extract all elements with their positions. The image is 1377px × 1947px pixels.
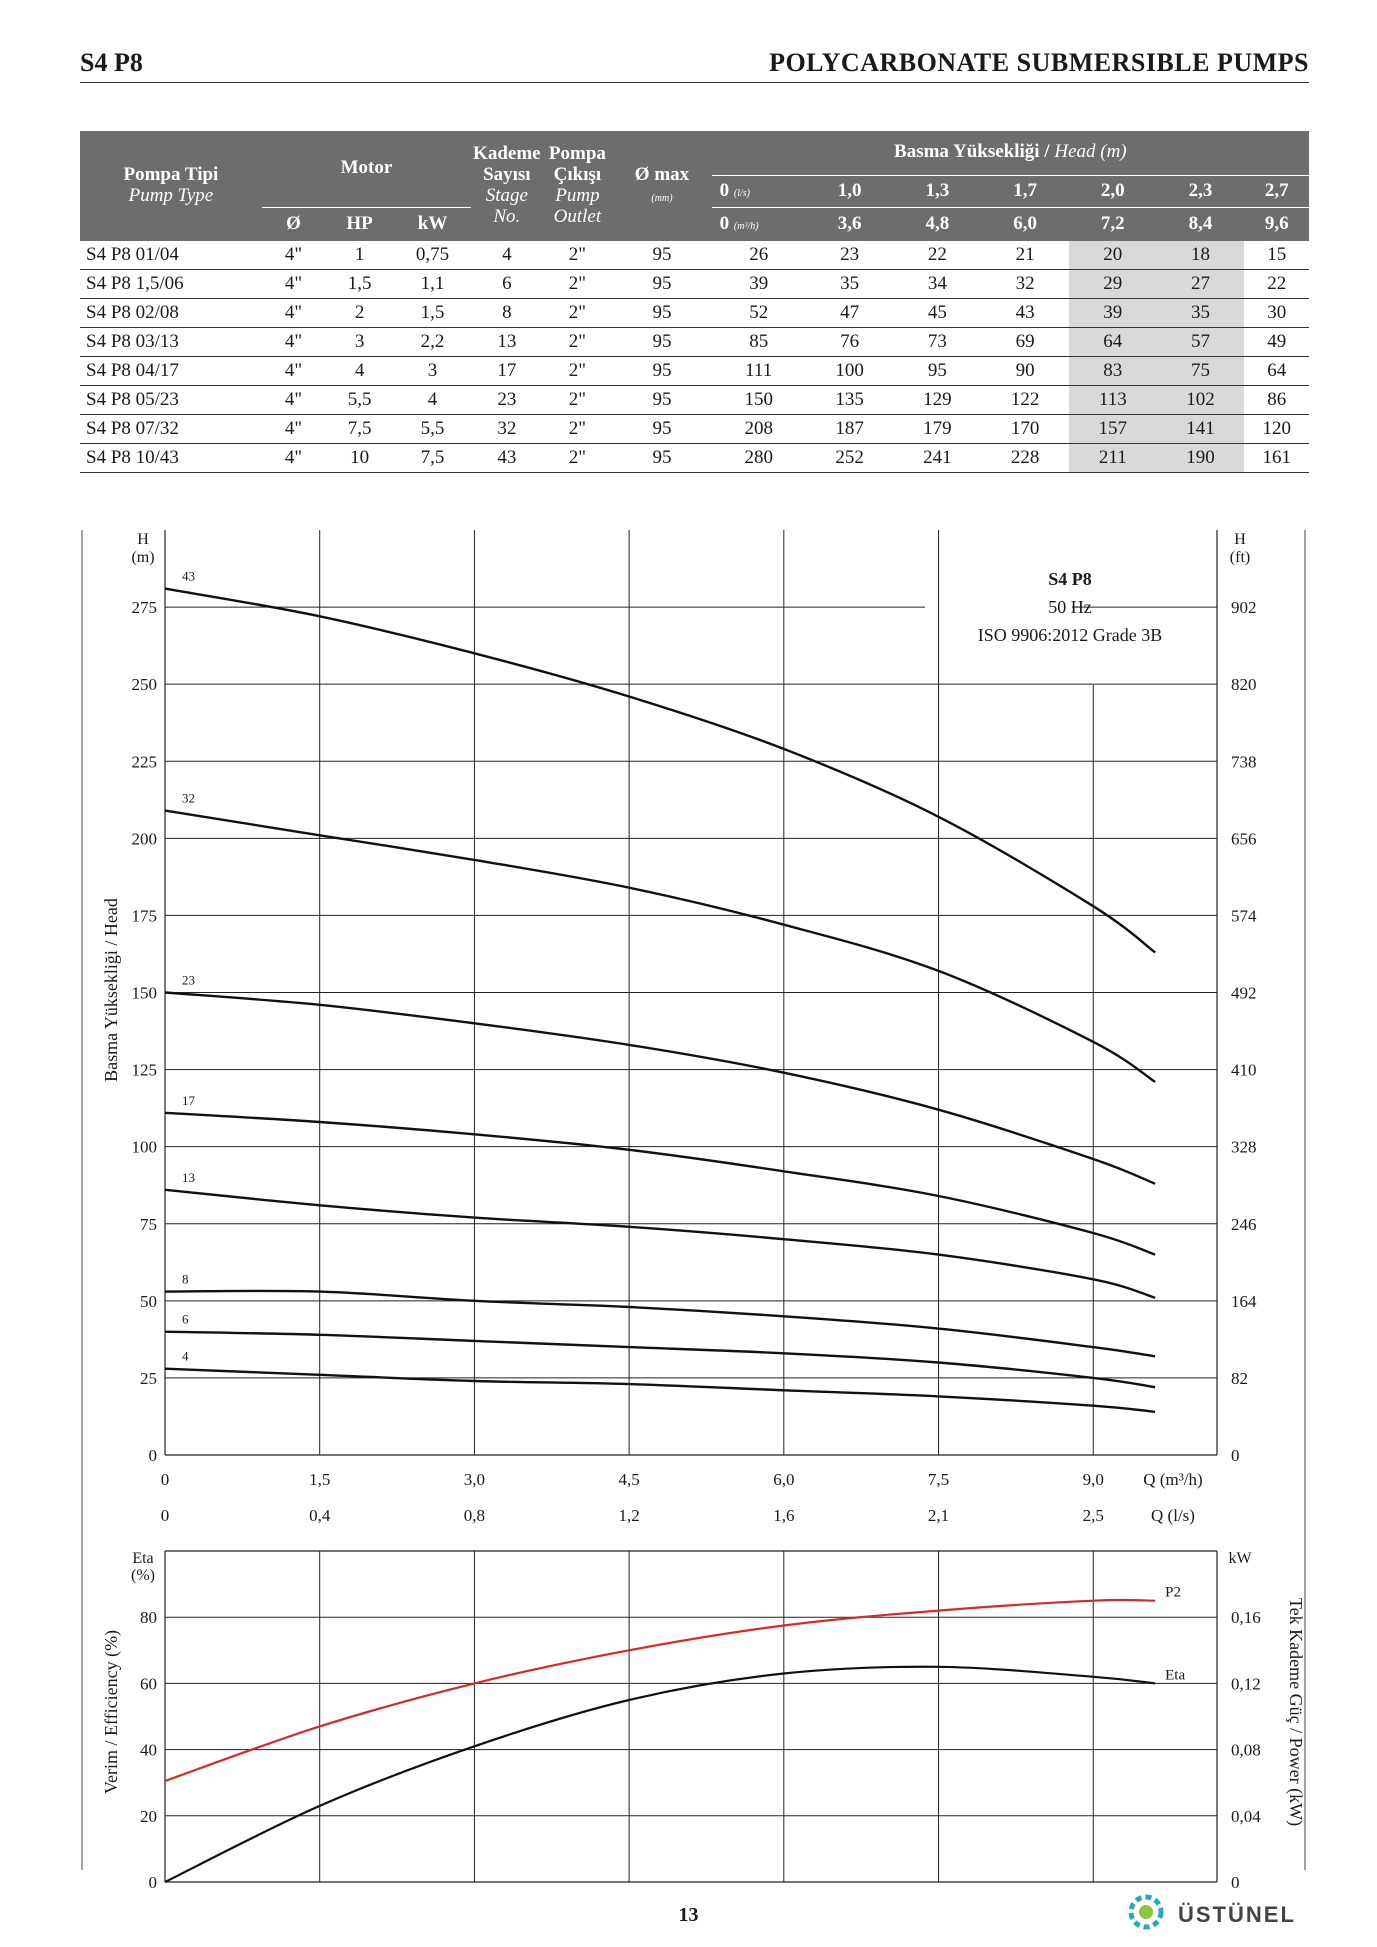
chart-subtitle: ISO 9906:2012 Grade 3B	[977, 625, 1163, 645]
table-cell-dia: 4"	[262, 270, 325, 299]
y-tick-label-left: 250	[131, 675, 157, 695]
doc-title-right: POLYCARBONATE SUBMERSIBLE PUMPS	[769, 48, 1309, 77]
x-tick-label-m3h: 9,0	[1082, 1470, 1104, 1489]
curve-p2	[165, 1600, 1155, 1781]
table-cell-head: 228	[981, 444, 1069, 473]
y-tick-label-left: 0	[148, 1446, 157, 1465]
y-axis-title: Tek Kademe Güç / Power (kW)	[1286, 1597, 1306, 1827]
y-tick-label-right: 0	[1231, 1446, 1240, 1465]
y-axis-title: Verim / Efficiency (%)	[101, 1629, 121, 1795]
table-cell-kw: 4	[394, 386, 471, 415]
table-cell-head: 208	[712, 415, 806, 444]
table-cell-head: 113	[1069, 386, 1157, 415]
table-cell-dia: 4"	[262, 299, 325, 328]
gear-icon	[1122, 1890, 1170, 1934]
y-tick-label-right: 0,04	[1231, 1806, 1261, 1826]
curve-label: 17	[182, 1092, 195, 1108]
table-cell-outlet: 2"	[543, 357, 613, 386]
table-cell-dmax: 95	[612, 386, 711, 415]
table-cell-dia: 4"	[262, 415, 325, 444]
flow-m3h-cell: 9,6	[1244, 207, 1309, 241]
table-cell-head: 102	[1157, 386, 1245, 415]
table-cell-head: 21	[981, 241, 1069, 270]
table-cell-head: 29	[1069, 270, 1157, 299]
table-cell-dmax: 95	[612, 299, 711, 328]
y-tick-label-left: 225	[131, 752, 157, 772]
brand-name: ÜSTÜNEL	[1178, 1902, 1296, 1927]
table-cell-outlet: 2"	[543, 444, 613, 473]
curve-label: 32	[182, 790, 195, 806]
table-cell-head: 32	[981, 270, 1069, 299]
table-cell-head: 170	[981, 415, 1069, 444]
table-cell-head: 150	[712, 386, 806, 415]
x-axis-label-m3h: Q (m³/h)	[1143, 1470, 1203, 1489]
doc-title-left: S4 P8	[80, 48, 143, 77]
table-cell-head: 161	[1244, 444, 1309, 473]
curve-label-p2: P2	[1165, 1584, 1181, 1601]
table-cell-head: 122	[981, 386, 1069, 415]
flow-ls-cell: 1,3	[893, 175, 981, 207]
kw-header: kW	[394, 207, 471, 241]
y-tick-label-left: 100	[131, 1137, 157, 1157]
table-cell-type: S4 P8 05/23	[80, 386, 262, 415]
table-cell-type: S4 P8 04/17	[80, 357, 262, 386]
page-number: 13	[678, 1904, 699, 1926]
y-unit-right: (ft)	[1229, 549, 1251, 566]
x-tick-label-m3h: 1,5	[309, 1470, 331, 1489]
curve-label: 8	[182, 1271, 189, 1287]
curve-label-eta: Eta	[1165, 1667, 1186, 1684]
table-cell-kw: 0,75	[394, 241, 471, 270]
table-cell-head: 111	[712, 357, 806, 386]
flow-m3h-cell: 3,6	[806, 207, 894, 241]
table-cell-hp: 3	[325, 328, 394, 357]
table-cell-head: 252	[806, 444, 894, 473]
table-cell-dmax: 95	[612, 241, 711, 270]
table-cell-outlet: 2"	[543, 386, 613, 415]
y-tick-label-right: 246	[1231, 1214, 1257, 1234]
table-cell-type: S4 P8 01/04	[80, 241, 262, 270]
table-cell-stage: 43	[471, 444, 542, 473]
y-tick-label-right: 574	[1231, 906, 1257, 926]
table-cell-outlet: 2"	[543, 328, 613, 357]
table-cell-head: 18	[1157, 241, 1245, 270]
table-cell-head: 23	[806, 241, 894, 270]
y-unit-right: H	[1234, 531, 1246, 548]
table-cell-stage: 23	[471, 386, 542, 415]
table-cell-hp: 5,5	[325, 386, 394, 415]
table-cell-dmax: 95	[612, 415, 711, 444]
table-cell-head: 64	[1069, 328, 1157, 357]
chart-subtitle: 50 Hz	[1048, 597, 1092, 617]
y-axis-title: Basma Yüksekliği / Head	[101, 898, 121, 1082]
table-cell-dia: 4"	[262, 444, 325, 473]
table-cell-type: S4 P8 07/32	[80, 415, 262, 444]
curve-label: 43	[182, 568, 195, 584]
table-cell-head: 57	[1157, 328, 1245, 357]
curve-label: 6	[182, 1311, 189, 1327]
x-tick-label-ls: 2,1	[927, 1506, 950, 1525]
table-cell-stage: 17	[471, 357, 542, 386]
table-cell-head: 45	[893, 299, 981, 328]
y-tick-label-right: 738	[1231, 752, 1257, 772]
table-cell-hp: 1,5	[325, 270, 394, 299]
table-cell-head: 90	[981, 357, 1069, 386]
table-cell-outlet: 2"	[543, 415, 613, 444]
table-cell-head: 86	[1244, 386, 1309, 415]
x-tick-label-m3h: 7,5	[927, 1470, 950, 1489]
head-header: Basma Yüksekliği / Head (m)	[712, 131, 1309, 175]
head-curve-17	[165, 1113, 1155, 1255]
table-cell-dia: 4"	[262, 241, 325, 270]
table-cell-head: 64	[1244, 357, 1309, 386]
table-cell-head: 35	[806, 270, 894, 299]
table-cell-type: S4 P8 03/13	[80, 328, 262, 357]
table-cell-outlet: 2"	[543, 270, 613, 299]
y-tick-label-right: 0,16	[1231, 1608, 1261, 1628]
table-cell-head: 69	[981, 328, 1069, 357]
y-tick-label-right: 0,08	[1231, 1740, 1261, 1760]
table-cell-head: 157	[1069, 415, 1157, 444]
table-cell-type: S4 P8 10/43	[80, 444, 262, 473]
table-cell-dmax: 95	[612, 270, 711, 299]
y-tick-label-right: 164	[1231, 1291, 1257, 1311]
y-unit-left: (%)	[131, 1567, 155, 1584]
y-tick-label-left: 175	[131, 906, 157, 926]
chart-title: S4 P8	[1048, 569, 1092, 589]
table-cell-kw: 1,5	[394, 299, 471, 328]
flow-ls-cell: 2,0	[1069, 175, 1157, 207]
table-cell-head: 26	[712, 241, 806, 270]
x-tick-label-ls: 1,6	[773, 1506, 795, 1525]
table-cell-head: 241	[893, 444, 981, 473]
dmax-header: Ø max (mm)	[612, 131, 711, 241]
table-cell-head: 39	[1069, 299, 1157, 328]
flow-m3h-cell: 4,8	[893, 207, 981, 241]
y-tick-label-right: 492	[1231, 983, 1257, 1003]
flow-m3h-zero: 0 (m³/h)	[712, 207, 806, 241]
table-cell-dmax: 95	[612, 357, 711, 386]
table-cell-head: 95	[893, 357, 981, 386]
x-tick-label-ls: 0,8	[463, 1506, 486, 1525]
table-cell-hp: 1	[325, 241, 394, 270]
y-tick-label-right: 0	[1231, 1873, 1240, 1892]
table-cell-head: 35	[1157, 299, 1245, 328]
table-cell-dia: 4"	[262, 386, 325, 415]
head-curve-23	[165, 993, 1155, 1184]
table-cell-head: 129	[893, 386, 981, 415]
table-cell-head: 20	[1069, 241, 1157, 270]
table-cell-hp: 4	[325, 357, 394, 386]
table-cell-head: 211	[1069, 444, 1157, 473]
flow-ls-cell: 1,0	[806, 175, 894, 207]
table-cell-head: 22	[1244, 270, 1309, 299]
table-cell-outlet: 2"	[543, 241, 613, 270]
table-cell-stage: 13	[471, 328, 542, 357]
y-tick-label-left: 75	[140, 1214, 157, 1234]
y-tick-label-right: 410	[1231, 1060, 1257, 1080]
table-cell-head: 30	[1244, 299, 1309, 328]
head-curve-13	[165, 1190, 1155, 1298]
y-unit-left: (m)	[131, 549, 155, 566]
head-curve-32	[165, 811, 1155, 1082]
dia-header: Ø	[262, 207, 325, 241]
table-cell-head: 75	[1157, 357, 1245, 386]
table-cell-head: 27	[1157, 270, 1245, 299]
table-cell-kw: 2,2	[394, 328, 471, 357]
flow-ls-cell: 2,3	[1157, 175, 1245, 207]
flow-m3h-cell: 6,0	[981, 207, 1069, 241]
brand-logo	[1122, 1890, 1322, 1934]
table-cell-head: 15	[1244, 241, 1309, 270]
flow-m3h-cell: 7,2	[1069, 207, 1157, 241]
table-cell-head: 141	[1157, 415, 1245, 444]
table-cell-head: 43	[981, 299, 1069, 328]
y-tick-label-left: 200	[131, 829, 157, 849]
y-tick-label-left: 25	[140, 1368, 157, 1388]
y-tick-label-left: 60	[140, 1674, 157, 1694]
table-cell-outlet: 2"	[543, 299, 613, 328]
x-tick-label-ls: 1,2	[618, 1506, 640, 1525]
table-cell-head: 47	[806, 299, 894, 328]
y-tick-label-right: 0,12	[1231, 1674, 1261, 1694]
table-cell-dia: 4"	[262, 357, 325, 386]
table-cell-head: 280	[712, 444, 806, 473]
table-cell-dmax: 95	[612, 444, 711, 473]
y-tick-label-left: 20	[140, 1806, 157, 1826]
table-cell-head: 22	[893, 241, 981, 270]
outlet-header: Pompa Çıkışı Pump Outlet	[543, 131, 613, 241]
table-cell-type: S4 P8 1,5/06	[80, 270, 262, 299]
table-cell-head: 120	[1244, 415, 1309, 444]
curve-label: 23	[182, 972, 195, 988]
y-tick-label-right: 328	[1231, 1137, 1257, 1157]
table-cell-head: 190	[1157, 444, 1245, 473]
flow-ls-zero: 0 (l/s)	[712, 175, 806, 207]
table-cell-type: S4 P8 02/08	[80, 299, 262, 328]
y-unit-left: Eta	[132, 1550, 154, 1567]
table-cell-stage: 8	[471, 299, 542, 328]
table-cell-head: 73	[893, 328, 981, 357]
table-cell-head: 34	[893, 270, 981, 299]
table-cell-head: 52	[712, 299, 806, 328]
y-tick-label-right: 820	[1231, 675, 1257, 695]
y-tick-label-right: 82	[1231, 1368, 1248, 1388]
stage-header: Kademe Sayısı Stage No.	[471, 131, 542, 241]
table-cell-kw: 1,1	[394, 270, 471, 299]
table-cell-head: 179	[893, 415, 981, 444]
table-cell-head: 100	[806, 357, 894, 386]
y-tick-label-left: 40	[140, 1740, 157, 1760]
table-cell-stage: 4	[471, 241, 542, 270]
y-unit-right: kW	[1228, 1550, 1252, 1567]
table-cell-head: 135	[806, 386, 894, 415]
head-curve-4	[165, 1369, 1155, 1412]
table-cell-head: 49	[1244, 328, 1309, 357]
x-axis-label-ls: Q (l/s)	[1151, 1506, 1195, 1525]
flow-ls-cell: 2,7	[1244, 175, 1309, 207]
table-cell-kw: 3	[394, 357, 471, 386]
x-tick-label-ls: 2,5	[1082, 1506, 1104, 1525]
table-cell-hp: 2	[325, 299, 394, 328]
y-tick-label-right: 902	[1231, 598, 1257, 618]
curve-eta	[165, 1667, 1155, 1882]
x-tick-label-m3h: 4,5	[618, 1470, 640, 1489]
table-cell-kw: 7,5	[394, 444, 471, 473]
x-tick-label-m3h: 6,0	[773, 1470, 795, 1489]
y-tick-label-right: 656	[1231, 829, 1257, 849]
y-tick-label-left: 0	[148, 1873, 157, 1892]
y-tick-label-left: 150	[131, 983, 157, 1003]
y-tick-label-left: 275	[131, 598, 157, 618]
y-tick-label-left: 125	[131, 1060, 157, 1080]
table-cell-stage: 6	[471, 270, 542, 299]
y-tick-label-left: 50	[140, 1291, 157, 1311]
table-cell-dia: 4"	[262, 328, 325, 357]
x-tick-label-m3h: 3,0	[463, 1470, 486, 1489]
table-cell-hp: 7,5	[325, 415, 394, 444]
table-cell-head: 83	[1069, 357, 1157, 386]
flow-ls-cell: 1,7	[981, 175, 1069, 207]
pump-type-header: Pompa Tipi Pump Type	[80, 131, 262, 241]
table-cell-stage: 32	[471, 415, 542, 444]
head-curve-6	[165, 1332, 1155, 1388]
x-tick-label-m3h: 0	[160, 1470, 170, 1489]
x-tick-label-ls: 0	[160, 1506, 170, 1525]
flow-m3h-cell: 8,4	[1157, 207, 1245, 241]
motor-header: Motor	[262, 131, 471, 207]
table-cell-head: 187	[806, 415, 894, 444]
hp-header: HP	[325, 207, 394, 241]
table-cell-head: 76	[806, 328, 894, 357]
table-cell-head: 39	[712, 270, 806, 299]
table-cell-dmax: 95	[612, 328, 711, 357]
x-tick-label-ls: 0,4	[309, 1506, 331, 1525]
table-cell-head: 85	[712, 328, 806, 357]
table-cell-hp: 10	[325, 444, 394, 473]
table-cell-kw: 5,5	[394, 415, 471, 444]
y-tick-label-left: 80	[140, 1608, 157, 1628]
y-unit-left: H	[137, 531, 149, 548]
curve-label: 4	[182, 1348, 189, 1364]
curve-label: 13	[182, 1169, 195, 1185]
